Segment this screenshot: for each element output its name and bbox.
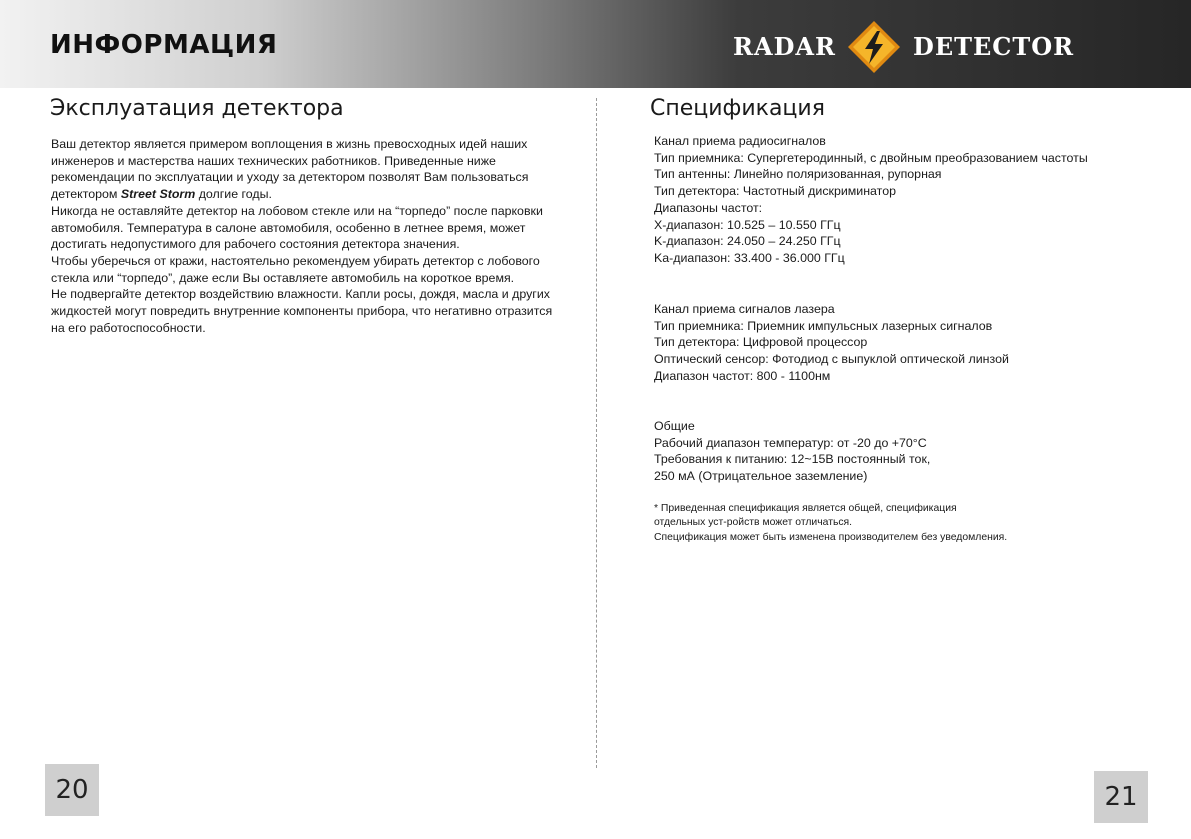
spec-line: Канал приема радиосигналов <box>654 134 826 148</box>
spec-line: Тип приемника: Супергетеродинный, с двойным преобразованием частоты <box>654 150 1088 165</box>
spec-line: Диапазон частот: 800 - 1100нм <box>654 368 831 383</box>
spec-line: Канал приема сигналов лазера <box>654 302 835 316</box>
operation-paragraph-4: Не подвергайте детектор воздействию влажности. Капли росы, дождя, масла и других жидкостей могут повредить внутренние компоненты прибора, что негативно отразится на его работоспособности. <box>51 287 553 335</box>
footnote-line: отдельных уст-ройств может отличаться. <box>654 517 853 529</box>
spec-laser-block <box>654 301 1154 385</box>
operation-body <box>51 136 561 336</box>
spec-line: Требования к питанию: 12~15В постоянный ток, <box>654 452 931 467</box>
page-number-right: 21 <box>1094 771 1148 823</box>
brand-name-street-storm: Street Storm <box>120 187 196 202</box>
column-divider <box>596 98 597 768</box>
operation-paragraph-3: Чтобы уберечься от кражи, настоятельно рекомендуем убирать детектор с лобового стекла или “торпедо”, даже если Вы оставляете автомобиль на короткое время. <box>51 253 540 285</box>
specification-title: Спецификация <box>650 96 825 121</box>
spec-line: Тип детектора: Цифровой процессор <box>654 335 868 350</box>
brand-logo-block <box>733 20 1093 72</box>
spec-line: Оптический сенсор: Фотодиод с выпуклой оптической линзой <box>654 352 1009 367</box>
spec-line: Ka-диапазон: 33.400 - 36.000 ГГц <box>654 250 845 265</box>
spec-line: Рабочий диапазон температур: от -20 до +70°С <box>654 435 927 450</box>
operation-title: Эксплуатация детектора <box>50 96 344 121</box>
header-title: ИНФОРМАЦИЯ <box>50 30 278 60</box>
spec-general-block <box>654 418 1154 485</box>
page-header <box>0 0 1191 88</box>
spec-line: Тип детектора: Частотный дискриминатор <box>654 184 896 199</box>
operation-paragraph-1: Ваш детектор является примером воплощения в жизнь превосходных идей наших инженеров и мастерства наших технических работников. Приведенные ниже рекомендации по эксплуатации и уходу за детектором позволят Вам пользоваться детектором Street Storm долгие годы. <box>51 137 529 202</box>
spec-line: X-диапазон: 10.525 – 10.550 ГГц <box>654 217 841 232</box>
spec-line: Тип антенны: Линейно поляризованная, рупорная <box>654 167 942 182</box>
page-number-left: 20 <box>45 764 99 816</box>
spec-line: 250 мА (Отрицательное заземление) <box>654 469 868 484</box>
brand-word-radar: RADAR <box>733 32 836 61</box>
footnote-line: Спецификация может быть изменена производителем без уведомления. <box>654 531 1008 543</box>
operation-paragraph-2: Никогда не оставляйте детектор на лобовом стекле или на “торпедо” после парковки автомобиля. Температура в салоне автомобиля, особенно в летнее время, может достигать недопустимого для рабочего состояния детектора значения. <box>51 203 543 252</box>
brand-word-detector: DETECTOR <box>913 32 1075 61</box>
spec-line: Общие <box>654 419 695 433</box>
spec-footnote <box>654 502 1154 545</box>
footnote-line: * Приведенная спецификация является общей, спецификация <box>654 503 957 514</box>
spec-line: K-диапазон: 24.050 – 24.250 ГГц <box>654 234 841 249</box>
spec-radio-block <box>654 133 1154 267</box>
spec-line: Диапазоны частот: <box>654 200 763 215</box>
spec-line: Тип приемника: Приемник импульсных лазерных сигналов <box>654 318 993 333</box>
lightning-diamond-icon <box>847 20 901 74</box>
